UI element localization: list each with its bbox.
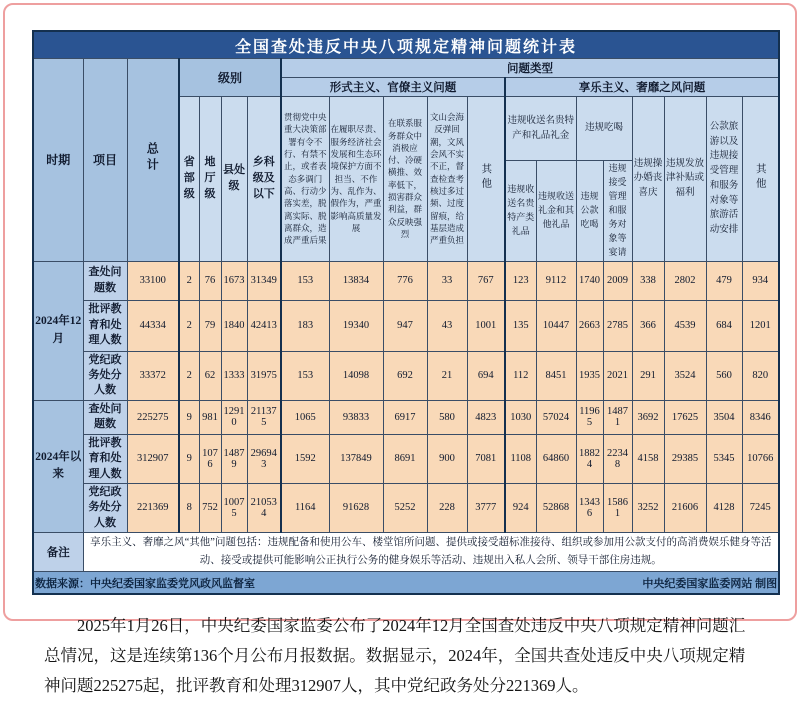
- data-cell: 2009: [603, 261, 632, 300]
- data-cell: 211375: [247, 400, 281, 434]
- data-cell: 137849: [329, 434, 383, 483]
- data-cell: 2785: [603, 300, 632, 351]
- data-cell: 10766: [742, 434, 779, 483]
- data-cell: 366: [632, 300, 664, 351]
- data-cell: 3504: [706, 400, 742, 434]
- header-hedonism-col-allowance: 违规发放津补贴或福利: [664, 97, 706, 262]
- item-label: 党纪政务处分人数: [83, 351, 127, 400]
- data-cell: 62: [199, 351, 221, 400]
- item-label: 批评教育和处理人数: [83, 300, 127, 351]
- data-cell: 1065: [281, 400, 329, 434]
- data-cell: 1001: [467, 300, 505, 351]
- data-cell: 8346: [742, 400, 779, 434]
- data-cell: 4823: [467, 400, 505, 434]
- item-label: 批评教育和处理人数: [83, 434, 127, 483]
- table-row: [33, 261, 779, 300]
- data-cell: 947: [383, 300, 427, 351]
- data-cell: 1592: [281, 434, 329, 483]
- data-cell: 2021: [603, 351, 632, 400]
- data-cell: 2: [179, 351, 199, 400]
- data-cell: 767: [467, 261, 505, 300]
- data-cell: 4128: [706, 483, 742, 532]
- data-cell: 4539: [664, 300, 706, 351]
- header-total: 总计: [127, 59, 179, 262]
- data-cell: 22348: [603, 434, 632, 483]
- data-cell: 1673: [221, 261, 247, 300]
- title-row: [33, 31, 779, 59]
- data-cell: 14879: [221, 434, 247, 483]
- data-cell: 1201: [742, 300, 779, 351]
- footer-flex: [35, 575, 777, 591]
- data-cell: 57024: [536, 400, 576, 434]
- note-text: 享乐主义、奢靡之风“其他”问题包括：违规配备和使用公车、楼堂馆所问题、提供或接受超标准接待、组织或参加用公款支付的高消费娱乐健身等活动、接受或提供可能影响公正执行公务的健身娱乐等活动、违规出入私人会所、领导干部住房违规。: [83, 533, 779, 572]
- data-cell: 580: [427, 400, 467, 434]
- data-cell: 5345: [706, 434, 742, 483]
- data-cell: 11965: [576, 400, 603, 434]
- table-row: [33, 351, 779, 400]
- header-hedonism-col-other: 其他: [742, 97, 779, 262]
- data-cell: 10447: [536, 300, 576, 351]
- table-row: [33, 400, 779, 434]
- data-cell: 291: [632, 351, 664, 400]
- data-cell: 44334: [127, 300, 179, 351]
- data-cell: 1108: [505, 434, 536, 483]
- data-cell: 1030: [505, 400, 536, 434]
- data-cell: 31349: [247, 261, 281, 300]
- table-row: [33, 483, 779, 532]
- data-cell: 33100: [127, 261, 179, 300]
- data-cell: 9112: [536, 261, 576, 300]
- data-cell: 934: [742, 261, 779, 300]
- data-cell: 33372: [127, 351, 179, 400]
- data-cell: 210534: [247, 483, 281, 532]
- data-cell: 1840: [221, 300, 247, 351]
- data-cell: 6917: [383, 400, 427, 434]
- data-cell: 52868: [536, 483, 576, 532]
- table-row: [33, 434, 779, 483]
- data-cell: 3252: [632, 483, 664, 532]
- data-cell: 225275: [127, 400, 179, 434]
- statistics-table: [32, 30, 780, 595]
- header-dining-col-1: 违规接受管理和服务对象等宴请: [603, 161, 632, 262]
- data-cell: 3777: [467, 483, 505, 532]
- data-cell: 312907: [127, 434, 179, 483]
- data-cell: 64860: [536, 434, 576, 483]
- data-cell: 338: [632, 261, 664, 300]
- header-level: 级别: [179, 59, 281, 97]
- data-cell: 2: [179, 261, 199, 300]
- data-cell: 135: [505, 300, 536, 351]
- item-label: 查处问题数: [83, 261, 127, 300]
- item-label: 查处问题数: [83, 400, 127, 434]
- header-formalism-col-3: 文山会海反弹回潮，文风会风不实不正，督查检查考核过多过频、过度留痕，给基层造成严重负担: [427, 97, 467, 262]
- data-cell: 4158: [632, 434, 664, 483]
- data-cell: 31975: [247, 351, 281, 400]
- header-row-1: [33, 59, 779, 78]
- data-cell: 2663: [576, 300, 603, 351]
- data-cell: 684: [706, 300, 742, 351]
- content-card: [5, 5, 795, 701]
- data-cell: 93833: [329, 400, 383, 434]
- data-cell: 112: [505, 351, 536, 400]
- data-cell: 5252: [383, 483, 427, 532]
- data-cell: 8451: [536, 351, 576, 400]
- data-cell: 1076: [199, 434, 221, 483]
- data-cell: 8691: [383, 434, 427, 483]
- header-gift-col-1: 违规收送礼金和其他礼品: [536, 161, 576, 262]
- header-hedonism-col-travel: 公款旅游以及违规接受管理和服务对象等旅游活动安排: [706, 97, 742, 262]
- data-cell: 12910: [221, 400, 247, 434]
- data-cell: 776: [383, 261, 427, 300]
- footer-bar: [33, 572, 779, 595]
- data-cell: 900: [427, 434, 467, 483]
- item-label: 党纪政务处分人数: [83, 483, 127, 532]
- data-cell: 694: [467, 351, 505, 400]
- period-label: 2024年12月: [33, 261, 83, 400]
- source-right: 中央纪委国家监委网站 制图: [642, 577, 778, 590]
- header-hedonism-group: 享乐主义、奢靡之风问题: [505, 78, 779, 97]
- data-cell: 9: [179, 400, 199, 434]
- data-cell: 1935: [576, 351, 603, 400]
- article-paragraph: 2025年1月26日，中央纪委国家监委公布了2024年12月全国查处违反中央八项规定精神问题汇总情况，这是连续第136个月公布月报数据。数据显示，2024年，全国共查处违反中央八项规定精神问题225275起，批评教育和处理312907人，其中党纪政务处分221369人。: [44, 616, 746, 696]
- data-cell: 820: [742, 351, 779, 400]
- header-formalism-col-other: 其他: [467, 97, 505, 262]
- data-cell: 13834: [329, 261, 383, 300]
- header-formalism-col-0: 贯彻党中央重大决策部署有令不行、有禁不止，或者表态多调门高、行动少落实差，脱离实际、脱离群众，造成严重后果: [281, 97, 329, 262]
- source-left: 数据来源：中央纪委国家监委党风政风监督室: [35, 577, 255, 590]
- data-cell: 752: [199, 483, 221, 532]
- data-cell: 981: [199, 400, 221, 434]
- data-cell: 296943: [247, 434, 281, 483]
- data-cell: 1740: [576, 261, 603, 300]
- data-cell: 924: [505, 483, 536, 532]
- data-cell: 21606: [664, 483, 706, 532]
- data-cell: 9: [179, 434, 199, 483]
- header-formalism-col-1: 在履职尽责、服务经济社会发展和生态环境保护方面不担当、不作为、乱作为、假作为，严重影响高质量发展: [329, 97, 383, 262]
- page-frame: [3, 3, 797, 696]
- data-cell: 221369: [127, 483, 179, 532]
- data-cell: 7245: [742, 483, 779, 532]
- data-cell: 19340: [329, 300, 383, 351]
- header-period: 时期: [33, 59, 83, 262]
- data-cell: 153: [281, 351, 329, 400]
- header-dining-col-0: 违规公款吃喝: [576, 161, 603, 262]
- data-cell: 2: [179, 300, 199, 351]
- data-cell: 21: [427, 351, 467, 400]
- header-dining-group: 违规吃喝: [576, 97, 632, 161]
- header-problem-type: 问题类型: [281, 59, 779, 78]
- table-row: [33, 300, 779, 351]
- data-cell: 153: [281, 261, 329, 300]
- header-hedonism-col-wedding: 违规操办婚丧喜庆: [632, 97, 664, 262]
- header-level-col-prefecture: 地厅级: [199, 97, 221, 262]
- header-level-col-township: 乡科级及以下: [247, 97, 281, 262]
- note-label: 备注: [33, 533, 83, 572]
- data-cell: 15861: [603, 483, 632, 532]
- data-cell: 3692: [632, 400, 664, 434]
- data-cell: 76: [199, 261, 221, 300]
- data-cell: 91628: [329, 483, 383, 532]
- data-cell: 692: [383, 351, 427, 400]
- header-level-col-provincial: 省部级: [179, 97, 199, 262]
- data-cell: 7081: [467, 434, 505, 483]
- header-level-col-county: 县处级: [221, 97, 247, 262]
- data-cell: 43: [427, 300, 467, 351]
- data-cell: 10075: [221, 483, 247, 532]
- header-gift-col-0: 违规收送名贵特产类礼品: [505, 161, 536, 262]
- data-cell: 228: [427, 483, 467, 532]
- data-cell: 14871: [603, 400, 632, 434]
- footer-row: [33, 572, 779, 595]
- data-cell: 560: [706, 351, 742, 400]
- data-cell: 14098: [329, 351, 383, 400]
- header-formalism-col-2: 在联系服务群众中消极应付、冷硬横推、效率低下，损害群众利益，群众反映强烈: [383, 97, 427, 262]
- data-cell: 1164: [281, 483, 329, 532]
- table-title: 全国查处违反中央八项规定精神问题统计表: [33, 31, 779, 59]
- data-cell: 79: [199, 300, 221, 351]
- data-cell: 1333: [221, 351, 247, 400]
- data-cell: 18824: [576, 434, 603, 483]
- period-label: 2024年以来: [33, 400, 83, 532]
- data-cell: 479: [706, 261, 742, 300]
- header-gift-group: 违规收送名贵特产和礼品礼金: [505, 97, 576, 161]
- data-cell: 3524: [664, 351, 706, 400]
- data-cell: 2802: [664, 261, 706, 300]
- header-formalism-group: 形式主义、官僚主义问题: [281, 78, 505, 97]
- note-row: [33, 533, 779, 572]
- data-cell: 17625: [664, 400, 706, 434]
- data-cell: 183: [281, 300, 329, 351]
- header-item: 项目: [83, 59, 127, 262]
- data-cell: 42413: [247, 300, 281, 351]
- data-cell: 33: [427, 261, 467, 300]
- data-cell: 8: [179, 483, 199, 532]
- data-cell: 13436: [576, 483, 603, 532]
- data-cell: 123: [505, 261, 536, 300]
- data-cell: 29385: [664, 434, 706, 483]
